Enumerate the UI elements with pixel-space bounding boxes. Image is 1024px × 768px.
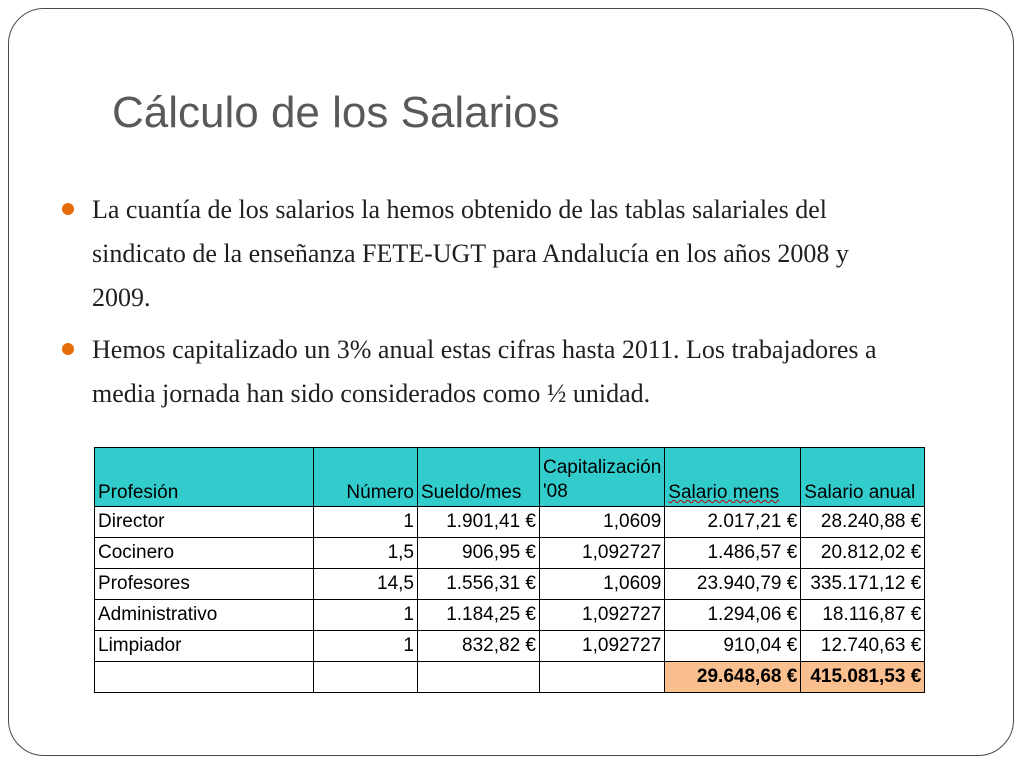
table-row [95,538,925,569]
cell-numero: 1 [314,631,418,662]
cell-profesion: Director [95,507,314,538]
cell-sueldo: 1.901,41 € [418,507,540,538]
bullet-text: Hemos capitalizado un 3% anual estas cifras hasta 2011. Los trabajadores a media jornada han sido considerados como ½ unidad. [92,335,877,408]
cell-cap: 1,092727 [540,631,665,662]
table-row [95,600,925,631]
cell-cap: 1,092727 [540,538,665,569]
header-profesion: Profesión [95,448,314,507]
cell-empty [540,662,665,693]
cell-anual: 18.116,87 € [801,600,925,631]
table-header-row [95,448,925,507]
cell-anual: 335.171,12 € [801,569,925,600]
cell-numero: 1,5 [314,538,418,569]
bullet-dot-icon [62,343,74,355]
cell-anual: 20.812,02 € [801,538,925,569]
cell-cap: 1,092727 [540,600,665,631]
bullet-text: La cuantía de los salarios la hemos obtenido de las tablas salariales del sindicato de la enseñanza FETE-UGT para Andalucía en los años 2008 y 2009. [92,195,849,312]
cell-mens: 2.017,21 € [665,507,801,538]
cell-anual: 28.240,88 € [801,507,925,538]
cell-profesion: Profesores [95,569,314,600]
cell-numero: 14,5 [314,569,418,600]
table-total-row [95,662,925,693]
bullet-dot-icon [62,203,74,215]
cell-numero: 1 [314,600,418,631]
header-sueldo: Sueldo/mes [418,448,540,507]
table-row [95,569,925,600]
cell-empty [314,662,418,693]
cell-sueldo: 1.556,31 € [418,569,540,600]
header-salario-anual: Salario anual [801,448,925,507]
header-salario-mens [665,448,801,507]
header-cap-line2: '08 [543,481,568,502]
cell-mens: 1.486,57 € [665,538,801,569]
cell-sueldo: 906,95 € [418,538,540,569]
cell-cap: 1,0609 [540,507,665,538]
header-capitalizacion [540,448,665,507]
cell-mens: 23.940,79 € [665,569,801,600]
bullet-list [62,188,912,424]
header-cap-line1: Capitalización [543,457,662,478]
cell-mens: 1.294,06 € [665,600,801,631]
table-row [95,631,925,662]
table-row [95,507,925,538]
cell-empty [418,662,540,693]
cell-anual: 12.740,63 € [801,631,925,662]
cell-empty [95,662,314,693]
header-numero: Número [314,448,418,507]
cell-mens: 910,04 € [665,631,801,662]
cell-profesion: Cocinero [95,538,314,569]
cell-cap: 1,0609 [540,569,665,600]
bullet-item [62,188,912,320]
cell-profesion: Administrativo [95,600,314,631]
total-mens: 29.648,68 € [665,662,801,693]
cell-numero: 1 [314,507,418,538]
header-salario-mens-label: Salario mens [668,482,780,503]
total-anual: 415.081,53 € [801,662,925,693]
bullet-item [62,328,912,416]
salary-table [94,447,925,693]
cell-profesion: Limpiador [95,631,314,662]
cell-sueldo: 832,82 € [418,631,540,662]
slide-title: Cálculo de los Salarios [112,88,560,137]
cell-sueldo: 1.184,25 € [418,600,540,631]
